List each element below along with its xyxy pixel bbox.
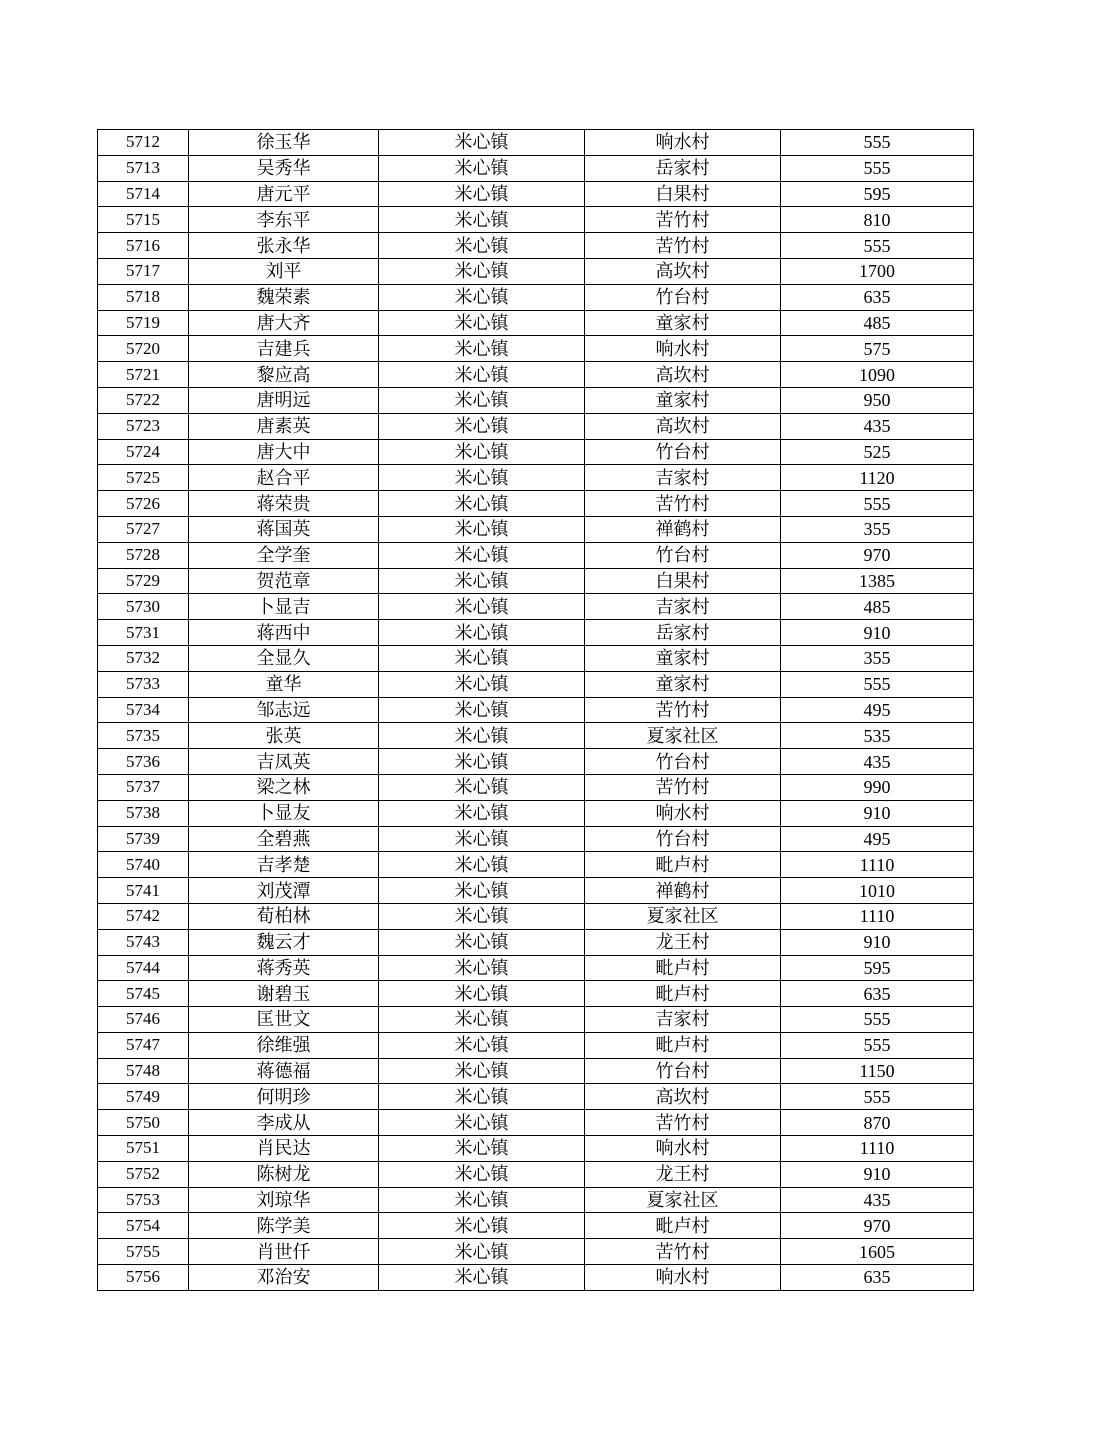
table-row bbox=[98, 155, 974, 181]
table-row bbox=[98, 258, 974, 284]
amount-cell: 1110 bbox=[781, 1136, 974, 1162]
town-cell: 米心镇 bbox=[379, 1213, 585, 1239]
town-cell: 米心镇 bbox=[379, 258, 585, 284]
town-cell: 米心镇 bbox=[379, 878, 585, 904]
town-cell: 米心镇 bbox=[379, 516, 585, 542]
amount-cell: 1010 bbox=[781, 878, 974, 904]
name-cell: 谢碧玉 bbox=[189, 981, 379, 1007]
name-cell: 刘茂潭 bbox=[189, 878, 379, 904]
seq-cell: 5738 bbox=[98, 800, 189, 826]
seq-cell: 5735 bbox=[98, 723, 189, 749]
amount-cell: 990 bbox=[781, 774, 974, 800]
village-cell: 响水村 bbox=[585, 800, 781, 826]
village-cell: 竹台村 bbox=[585, 542, 781, 568]
seq-cell: 5722 bbox=[98, 387, 189, 413]
name-cell: 陈学美 bbox=[189, 1213, 379, 1239]
table-row bbox=[98, 800, 974, 826]
town-cell: 米心镇 bbox=[379, 1110, 585, 1136]
amount-cell: 555 bbox=[781, 233, 974, 259]
amount-cell: 525 bbox=[781, 439, 974, 465]
table-row bbox=[98, 620, 974, 646]
seq-cell: 5743 bbox=[98, 929, 189, 955]
town-cell: 米心镇 bbox=[379, 310, 585, 336]
amount-cell: 870 bbox=[781, 1110, 974, 1136]
village-cell: 响水村 bbox=[585, 1265, 781, 1291]
name-cell: 赵合平 bbox=[189, 465, 379, 491]
amount-cell: 435 bbox=[781, 749, 974, 775]
table-row bbox=[98, 207, 974, 233]
name-cell: 蒋秀英 bbox=[189, 955, 379, 981]
town-cell: 米心镇 bbox=[379, 826, 585, 852]
name-cell: 全显久 bbox=[189, 645, 379, 671]
name-cell: 吉建兵 bbox=[189, 336, 379, 362]
seq-cell: 5713 bbox=[98, 155, 189, 181]
table-row bbox=[98, 697, 974, 723]
amount-cell: 355 bbox=[781, 516, 974, 542]
seq-cell: 5726 bbox=[98, 491, 189, 517]
name-cell: 全碧燕 bbox=[189, 826, 379, 852]
amount-cell: 435 bbox=[781, 1187, 974, 1213]
village-cell: 苦竹村 bbox=[585, 774, 781, 800]
amount-cell: 635 bbox=[781, 1265, 974, 1291]
town-cell: 米心镇 bbox=[379, 284, 585, 310]
town-cell: 米心镇 bbox=[379, 620, 585, 646]
village-cell: 毗卢村 bbox=[585, 1032, 781, 1058]
village-cell: 高坎村 bbox=[585, 258, 781, 284]
town-cell: 米心镇 bbox=[379, 749, 585, 775]
seq-cell: 5725 bbox=[98, 465, 189, 491]
town-cell: 米心镇 bbox=[379, 1187, 585, 1213]
town-cell: 米心镇 bbox=[379, 181, 585, 207]
town-cell: 米心镇 bbox=[379, 542, 585, 568]
table-row bbox=[98, 852, 974, 878]
table-row bbox=[98, 671, 974, 697]
amount-cell: 595 bbox=[781, 181, 974, 207]
village-cell: 白果村 bbox=[585, 181, 781, 207]
table-row bbox=[98, 491, 974, 517]
seq-cell: 5720 bbox=[98, 336, 189, 362]
table-row bbox=[98, 1032, 974, 1058]
seq-cell: 5741 bbox=[98, 878, 189, 904]
village-cell: 苦竹村 bbox=[585, 1239, 781, 1265]
seq-cell: 5740 bbox=[98, 852, 189, 878]
name-cell: 李东平 bbox=[189, 207, 379, 233]
name-cell: 蒋德福 bbox=[189, 1058, 379, 1084]
name-cell: 唐大中 bbox=[189, 439, 379, 465]
seq-cell: 5747 bbox=[98, 1032, 189, 1058]
name-cell: 张永华 bbox=[189, 233, 379, 259]
village-cell: 毗卢村 bbox=[585, 981, 781, 1007]
name-cell: 唐元平 bbox=[189, 181, 379, 207]
name-cell: 蒋国英 bbox=[189, 516, 379, 542]
table-row bbox=[98, 1213, 974, 1239]
village-cell: 夏家社区 bbox=[585, 903, 781, 929]
name-cell: 刘平 bbox=[189, 258, 379, 284]
name-cell: 刘琼华 bbox=[189, 1187, 379, 1213]
village-cell: 童家村 bbox=[585, 645, 781, 671]
table-row bbox=[98, 1084, 974, 1110]
seq-cell: 5734 bbox=[98, 697, 189, 723]
seq-cell: 5751 bbox=[98, 1136, 189, 1162]
table-row bbox=[98, 516, 974, 542]
town-cell: 米心镇 bbox=[379, 800, 585, 826]
amount-cell: 555 bbox=[781, 1032, 974, 1058]
village-cell: 吉家村 bbox=[585, 465, 781, 491]
seq-cell: 5730 bbox=[98, 594, 189, 620]
village-cell: 童家村 bbox=[585, 671, 781, 697]
table-row bbox=[98, 1110, 974, 1136]
table-row bbox=[98, 955, 974, 981]
village-cell: 高坎村 bbox=[585, 362, 781, 388]
village-cell: 竹台村 bbox=[585, 749, 781, 775]
name-cell: 全学奎 bbox=[189, 542, 379, 568]
seq-cell: 5724 bbox=[98, 439, 189, 465]
town-cell: 米心镇 bbox=[379, 568, 585, 594]
name-cell: 李成从 bbox=[189, 1110, 379, 1136]
village-cell: 吉家村 bbox=[585, 1007, 781, 1033]
seq-cell: 5752 bbox=[98, 1161, 189, 1187]
name-cell: 肖世仟 bbox=[189, 1239, 379, 1265]
village-cell: 响水村 bbox=[585, 336, 781, 362]
amount-cell: 1120 bbox=[781, 465, 974, 491]
name-cell: 魏荣素 bbox=[189, 284, 379, 310]
table-row bbox=[98, 826, 974, 852]
table-row bbox=[98, 568, 974, 594]
table-row bbox=[98, 774, 974, 800]
table-row bbox=[98, 903, 974, 929]
town-cell: 米心镇 bbox=[379, 697, 585, 723]
town-cell: 米心镇 bbox=[379, 594, 585, 620]
seq-cell: 5721 bbox=[98, 362, 189, 388]
amount-cell: 535 bbox=[781, 723, 974, 749]
amount-cell: 635 bbox=[781, 284, 974, 310]
name-cell: 徐玉华 bbox=[189, 130, 379, 156]
village-cell: 竹台村 bbox=[585, 439, 781, 465]
amount-cell: 495 bbox=[781, 697, 974, 723]
table-row bbox=[98, 310, 974, 336]
seq-cell: 5717 bbox=[98, 258, 189, 284]
town-cell: 米心镇 bbox=[379, 233, 585, 259]
town-cell: 米心镇 bbox=[379, 903, 585, 929]
town-cell: 米心镇 bbox=[379, 1007, 585, 1033]
table-row bbox=[98, 465, 974, 491]
amount-cell: 555 bbox=[781, 671, 974, 697]
village-cell: 岳家村 bbox=[585, 155, 781, 181]
amount-cell: 910 bbox=[781, 800, 974, 826]
name-cell: 陈树龙 bbox=[189, 1161, 379, 1187]
table-row bbox=[98, 387, 974, 413]
table-row bbox=[98, 594, 974, 620]
town-cell: 米心镇 bbox=[379, 1136, 585, 1162]
town-cell: 米心镇 bbox=[379, 1084, 585, 1110]
village-cell: 夏家社区 bbox=[585, 723, 781, 749]
village-cell: 龙王村 bbox=[585, 1161, 781, 1187]
table-row bbox=[98, 233, 974, 259]
table-row bbox=[98, 749, 974, 775]
seq-cell: 5755 bbox=[98, 1239, 189, 1265]
table-row bbox=[98, 413, 974, 439]
town-cell: 米心镇 bbox=[379, 130, 585, 156]
seq-cell: 5744 bbox=[98, 955, 189, 981]
amount-cell: 1110 bbox=[781, 903, 974, 929]
town-cell: 米心镇 bbox=[379, 723, 585, 749]
town-cell: 米心镇 bbox=[379, 955, 585, 981]
table-row bbox=[98, 878, 974, 904]
amount-cell: 555 bbox=[781, 130, 974, 156]
seq-cell: 5733 bbox=[98, 671, 189, 697]
name-cell: 唐素英 bbox=[189, 413, 379, 439]
town-cell: 米心镇 bbox=[379, 387, 585, 413]
town-cell: 米心镇 bbox=[379, 362, 585, 388]
seq-cell: 5715 bbox=[98, 207, 189, 233]
table-row bbox=[98, 1058, 974, 1084]
town-cell: 米心镇 bbox=[379, 852, 585, 878]
amount-cell: 555 bbox=[781, 1007, 974, 1033]
table-row bbox=[98, 1136, 974, 1162]
amount-cell: 810 bbox=[781, 207, 974, 233]
seq-cell: 5748 bbox=[98, 1058, 189, 1084]
seq-cell: 5723 bbox=[98, 413, 189, 439]
table-row bbox=[98, 1239, 974, 1265]
village-cell: 毗卢村 bbox=[585, 1213, 781, 1239]
seq-cell: 5749 bbox=[98, 1084, 189, 1110]
village-cell: 禅鹤村 bbox=[585, 516, 781, 542]
table-row bbox=[98, 645, 974, 671]
village-cell: 白果村 bbox=[585, 568, 781, 594]
table-row bbox=[98, 336, 974, 362]
town-cell: 米心镇 bbox=[379, 413, 585, 439]
amount-cell: 485 bbox=[781, 594, 974, 620]
name-cell: 魏云才 bbox=[189, 929, 379, 955]
village-cell: 高坎村 bbox=[585, 1084, 781, 1110]
town-cell: 米心镇 bbox=[379, 1161, 585, 1187]
seq-cell: 5739 bbox=[98, 826, 189, 852]
village-cell: 苦竹村 bbox=[585, 233, 781, 259]
table-row bbox=[98, 130, 974, 156]
amount-cell: 635 bbox=[781, 981, 974, 1007]
town-cell: 米心镇 bbox=[379, 645, 585, 671]
register-table bbox=[97, 129, 974, 1291]
name-cell: 卜显友 bbox=[189, 800, 379, 826]
amount-cell: 1385 bbox=[781, 568, 974, 594]
name-cell: 邹志远 bbox=[189, 697, 379, 723]
seq-cell: 5718 bbox=[98, 284, 189, 310]
seq-cell: 5756 bbox=[98, 1265, 189, 1291]
name-cell: 肖民达 bbox=[189, 1136, 379, 1162]
seq-cell: 5714 bbox=[98, 181, 189, 207]
village-cell: 竹台村 bbox=[585, 284, 781, 310]
seq-cell: 5712 bbox=[98, 130, 189, 156]
name-cell: 卜显吉 bbox=[189, 594, 379, 620]
village-cell: 吉家村 bbox=[585, 594, 781, 620]
name-cell: 徐维强 bbox=[189, 1032, 379, 1058]
name-cell: 贺范章 bbox=[189, 568, 379, 594]
town-cell: 米心镇 bbox=[379, 671, 585, 697]
seq-cell: 5716 bbox=[98, 233, 189, 259]
name-cell: 唐明远 bbox=[189, 387, 379, 413]
village-cell: 龙王村 bbox=[585, 929, 781, 955]
amount-cell: 970 bbox=[781, 542, 974, 568]
name-cell: 梁之林 bbox=[189, 774, 379, 800]
amount-cell: 970 bbox=[781, 1213, 974, 1239]
town-cell: 米心镇 bbox=[379, 1058, 585, 1084]
amount-cell: 495 bbox=[781, 826, 974, 852]
name-cell: 张英 bbox=[189, 723, 379, 749]
name-cell: 匡世文 bbox=[189, 1007, 379, 1033]
village-cell: 禅鹤村 bbox=[585, 878, 781, 904]
table-row bbox=[98, 284, 974, 310]
name-cell: 唐大齐 bbox=[189, 310, 379, 336]
amount-cell: 555 bbox=[781, 491, 974, 517]
amount-cell: 950 bbox=[781, 387, 974, 413]
table-row bbox=[98, 439, 974, 465]
table-row bbox=[98, 1265, 974, 1291]
seq-cell: 5727 bbox=[98, 516, 189, 542]
town-cell: 米心镇 bbox=[379, 1239, 585, 1265]
table-row bbox=[98, 542, 974, 568]
town-cell: 米心镇 bbox=[379, 207, 585, 233]
table-row bbox=[98, 723, 974, 749]
seq-cell: 5732 bbox=[98, 645, 189, 671]
amount-cell: 1090 bbox=[781, 362, 974, 388]
town-cell: 米心镇 bbox=[379, 336, 585, 362]
name-cell: 吴秀华 bbox=[189, 155, 379, 181]
amount-cell: 910 bbox=[781, 620, 974, 646]
village-cell: 岳家村 bbox=[585, 620, 781, 646]
amount-cell: 1150 bbox=[781, 1058, 974, 1084]
name-cell: 何明珍 bbox=[189, 1084, 379, 1110]
town-cell: 米心镇 bbox=[379, 465, 585, 491]
village-cell: 苦竹村 bbox=[585, 1110, 781, 1136]
name-cell: 吉孝楚 bbox=[189, 852, 379, 878]
amount-cell: 485 bbox=[781, 310, 974, 336]
village-cell: 童家村 bbox=[585, 310, 781, 336]
seq-cell: 5745 bbox=[98, 981, 189, 1007]
village-cell: 响水村 bbox=[585, 1136, 781, 1162]
village-cell: 苦竹村 bbox=[585, 697, 781, 723]
seq-cell: 5753 bbox=[98, 1187, 189, 1213]
village-cell: 高坎村 bbox=[585, 413, 781, 439]
town-cell: 米心镇 bbox=[379, 1032, 585, 1058]
seq-cell: 5742 bbox=[98, 903, 189, 929]
amount-cell: 575 bbox=[781, 336, 974, 362]
amount-cell: 1605 bbox=[781, 1239, 974, 1265]
table-row bbox=[98, 362, 974, 388]
seq-cell: 5736 bbox=[98, 749, 189, 775]
town-cell: 米心镇 bbox=[379, 155, 585, 181]
table-row bbox=[98, 1161, 974, 1187]
village-cell: 响水村 bbox=[585, 130, 781, 156]
seq-cell: 5728 bbox=[98, 542, 189, 568]
name-cell: 蒋西中 bbox=[189, 620, 379, 646]
village-cell: 竹台村 bbox=[585, 826, 781, 852]
village-cell: 童家村 bbox=[585, 387, 781, 413]
amount-cell: 595 bbox=[781, 955, 974, 981]
village-cell: 苦竹村 bbox=[585, 491, 781, 517]
seq-cell: 5754 bbox=[98, 1213, 189, 1239]
amount-cell: 555 bbox=[781, 1084, 974, 1110]
amount-cell: 910 bbox=[781, 1161, 974, 1187]
seq-cell: 5737 bbox=[98, 774, 189, 800]
town-cell: 米心镇 bbox=[379, 981, 585, 1007]
village-cell: 苦竹村 bbox=[585, 207, 781, 233]
table-row bbox=[98, 1187, 974, 1213]
amount-cell: 555 bbox=[781, 155, 974, 181]
amount-cell: 355 bbox=[781, 645, 974, 671]
village-cell: 毗卢村 bbox=[585, 852, 781, 878]
seq-cell: 5729 bbox=[98, 568, 189, 594]
seq-cell: 5750 bbox=[98, 1110, 189, 1136]
table-row bbox=[98, 929, 974, 955]
table-row bbox=[98, 181, 974, 207]
amount-cell: 1700 bbox=[781, 258, 974, 284]
name-cell: 黎应高 bbox=[189, 362, 379, 388]
town-cell: 米心镇 bbox=[379, 439, 585, 465]
name-cell: 荀柏林 bbox=[189, 903, 379, 929]
village-cell: 毗卢村 bbox=[585, 955, 781, 981]
village-cell: 夏家社区 bbox=[585, 1187, 781, 1213]
table-row bbox=[98, 1007, 974, 1033]
seq-cell: 5746 bbox=[98, 1007, 189, 1033]
name-cell: 吉凤英 bbox=[189, 749, 379, 775]
name-cell: 蒋荣贵 bbox=[189, 491, 379, 517]
town-cell: 米心镇 bbox=[379, 774, 585, 800]
name-cell: 童华 bbox=[189, 671, 379, 697]
table-row bbox=[98, 981, 974, 1007]
name-cell: 邓治安 bbox=[189, 1265, 379, 1291]
town-cell: 米心镇 bbox=[379, 929, 585, 955]
town-cell: 米心镇 bbox=[379, 491, 585, 517]
town-cell: 米心镇 bbox=[379, 1265, 585, 1291]
amount-cell: 1110 bbox=[781, 852, 974, 878]
amount-cell: 435 bbox=[781, 413, 974, 439]
seq-cell: 5731 bbox=[98, 620, 189, 646]
seq-cell: 5719 bbox=[98, 310, 189, 336]
register-table-body bbox=[98, 130, 974, 1291]
village-cell: 竹台村 bbox=[585, 1058, 781, 1084]
amount-cell: 910 bbox=[781, 929, 974, 955]
